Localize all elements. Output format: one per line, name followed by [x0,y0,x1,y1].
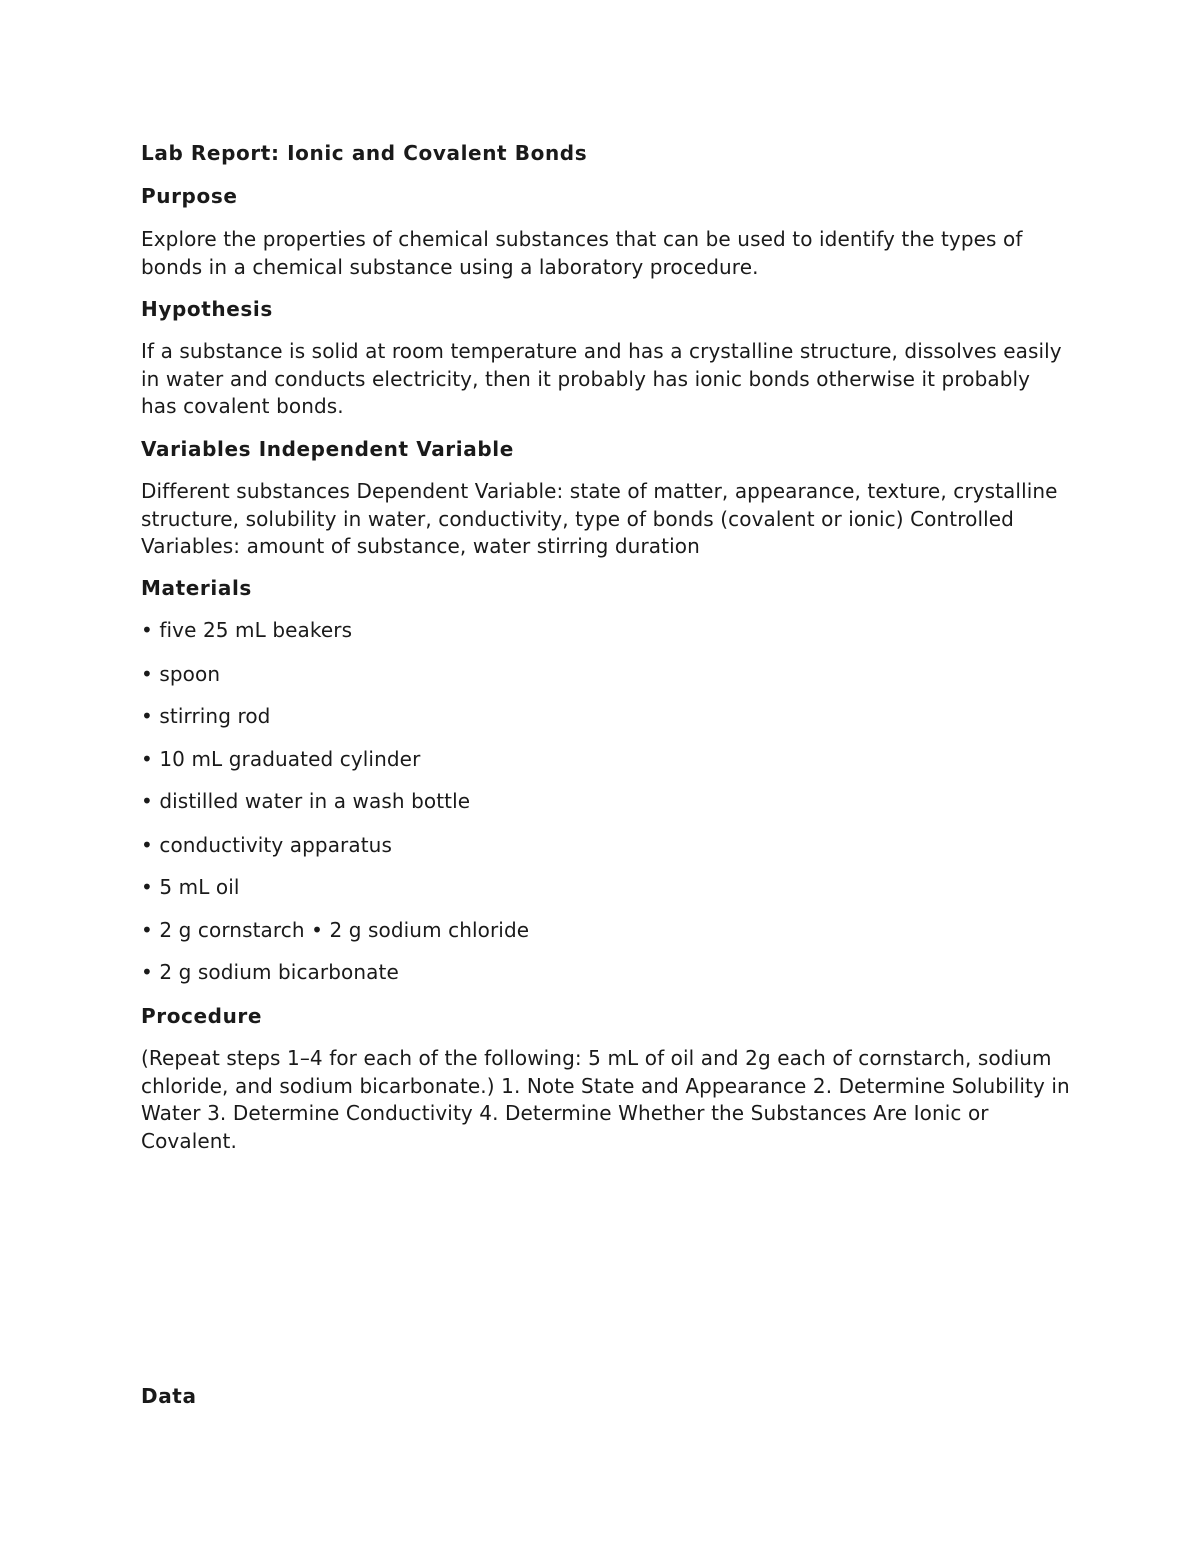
hypothesis-heading: Hypothesis [141,297,273,321]
purpose-heading: Purpose [141,184,238,208]
variables-text: Different substances Dependent Variable: state of matter, appearance, texture, crystalline structure, solubility in water, conductivity, type of bonds (covalent or ionic) Controlled Variables: amount of substance, water stirring duration [141,479,1058,558]
procedure-heading: Procedure [141,1004,263,1028]
hypothesis-text: If a substance is solid at room temperature and has a crystalline structure, dissolves easily in water and conducts electricity, then it probably has ionic bonds otherwise it probably has covalent bonds. [141,339,1062,418]
variables-heading: Variables Independent Variable [141,437,514,461]
list-item: • 2 g cornstarch • 2 g sodium chloride [141,918,530,942]
list-item: • 5 mL oil [141,875,240,899]
list-item: • distilled water in a wash bottle [141,789,471,813]
materials-heading: Materials [141,576,252,600]
document-title: Lab Report: Ionic and Covalent Bonds [141,141,588,165]
list-item: • 10 mL graduated cylinder [141,747,421,771]
list-item: • 2 g sodium bicarbonate [141,960,399,984]
list-item: • five 25 mL beakers [141,618,353,642]
data-heading: Data [141,1384,197,1408]
procedure-text: (Repeat steps 1–4 for each of the following: 5 mL of oil and 2g each of cornstarch, sodium chloride, and sodium bicarbonate.) 1. Note State and Appearance 2. Determine Solubility in Water 3. Determine Conductivity 4. Determine Whether the Substances Are Ionic or Covalent. [141,1046,1070,1153]
list-item: • stirring rod [141,704,271,728]
list-item: • spoon [141,662,221,686]
purpose-text: Explore the properties of chemical substances that can be used to identify the types of bonds in a chemical substance using a laboratory procedure. [141,227,1023,279]
list-item: • conductivity apparatus [141,833,392,857]
